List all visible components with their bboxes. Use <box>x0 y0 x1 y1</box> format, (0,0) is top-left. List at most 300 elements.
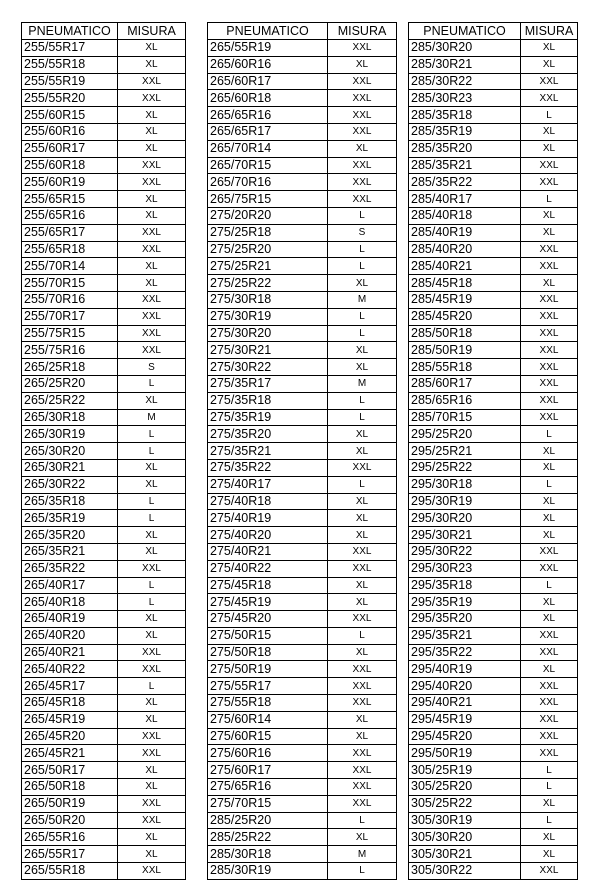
size-class-cell: L <box>521 779 578 796</box>
size-class-cell: XXL <box>521 375 578 392</box>
table-row <box>208 275 397 292</box>
tire-code-cell: 295/35R20 <box>409 611 521 628</box>
tire-size-table-1 <box>21 22 186 880</box>
tire-code-cell: 275/50R15 <box>208 627 328 644</box>
tire-code-cell: 285/65R16 <box>409 392 521 409</box>
size-class-cell: XL <box>118 543 186 560</box>
table-row <box>409 443 578 460</box>
table-row <box>409 275 578 292</box>
table-row <box>409 762 578 779</box>
size-class-cell: L <box>328 207 397 224</box>
tire-code-cell: 275/60R17 <box>208 762 328 779</box>
size-class-cell: XXL <box>521 258 578 275</box>
size-class-cell: M <box>328 375 397 392</box>
table-row <box>208 241 397 258</box>
table-row <box>208 224 397 241</box>
tire-code-cell: 275/40R19 <box>208 510 328 527</box>
size-class-cell: XL <box>118 40 186 57</box>
size-class-cell: XL <box>328 594 397 611</box>
tire-code-cell: 285/30R23 <box>409 90 521 107</box>
table-row <box>208 627 397 644</box>
tire-code-cell: 285/25R20 <box>208 812 328 829</box>
size-class-cell: XL <box>118 711 186 728</box>
tire-code-cell: 265/30R22 <box>22 476 118 493</box>
size-class-cell: XL <box>328 426 397 443</box>
table-row <box>22 140 186 157</box>
tire-code-cell: 305/30R21 <box>409 846 521 863</box>
tire-code-cell: 275/35R21 <box>208 443 328 460</box>
tire-code-cell: 265/35R20 <box>22 527 118 544</box>
size-class-cell: L <box>118 577 186 594</box>
size-class-cell: XL <box>328 275 397 292</box>
size-class-cell: L <box>521 476 578 493</box>
tire-code-cell: 305/25R22 <box>409 795 521 812</box>
tire-code-cell: 275/70R15 <box>208 795 328 812</box>
size-class-cell: L <box>521 577 578 594</box>
table-row <box>22 543 186 560</box>
table-row <box>22 510 186 527</box>
tire-code-cell: 275/45R20 <box>208 611 328 628</box>
size-class-cell: L <box>328 392 397 409</box>
table-row <box>409 140 578 157</box>
size-class-cell: XL <box>328 577 397 594</box>
size-class-cell: XXL <box>118 224 186 241</box>
table-row <box>22 207 186 224</box>
tire-code-cell: 265/45R18 <box>22 695 118 712</box>
size-class-cell: XL <box>118 207 186 224</box>
size-class-cell: XXL <box>521 241 578 258</box>
size-class-cell: S <box>328 224 397 241</box>
tire-code-cell: 285/70R15 <box>409 409 521 426</box>
table-row <box>208 644 397 661</box>
table-row <box>208 107 397 124</box>
tire-code-cell: 265/50R17 <box>22 762 118 779</box>
size-class-cell: M <box>118 409 186 426</box>
table-body <box>22 40 186 880</box>
tire-code-cell: 255/55R17 <box>22 40 118 57</box>
tire-code-cell: 265/70R15 <box>208 157 328 174</box>
tire-code-cell: 285/40R20 <box>409 241 521 258</box>
size-class-cell: M <box>328 846 397 863</box>
tire-code-cell: 265/65R17 <box>208 123 328 140</box>
size-class-cell: L <box>328 325 397 342</box>
tire-code-cell: 275/45R19 <box>208 594 328 611</box>
tire-code-cell: 275/35R20 <box>208 426 328 443</box>
tire-code-cell: 275/30R22 <box>208 359 328 376</box>
tire-code-cell: 295/30R20 <box>409 510 521 527</box>
size-class-cell: L <box>521 191 578 208</box>
tire-code-cell: 295/35R22 <box>409 644 521 661</box>
size-class-cell: XXL <box>328 174 397 191</box>
tire-code-cell: 275/45R18 <box>208 577 328 594</box>
tire-code-cell: 255/70R16 <box>22 291 118 308</box>
size-class-cell: XL <box>118 459 186 476</box>
size-class-cell: XL <box>521 40 578 57</box>
header-pneumatico: PNEUMATICO <box>409 23 521 40</box>
size-class-cell: XXL <box>521 342 578 359</box>
tire-code-cell: 285/30R22 <box>409 73 521 90</box>
table-row <box>22 426 186 443</box>
table-row <box>22 762 186 779</box>
table-row <box>208 191 397 208</box>
size-class-cell: XL <box>328 140 397 157</box>
size-class-cell: XXL <box>118 73 186 90</box>
table-row <box>208 308 397 325</box>
tire-code-cell: 275/40R21 <box>208 543 328 560</box>
tire-code-cell: 295/30R19 <box>409 493 521 510</box>
tire-code-cell: 255/55R20 <box>22 90 118 107</box>
tire-code-cell: 265/25R20 <box>22 375 118 392</box>
tire-code-cell: 265/70R14 <box>208 140 328 157</box>
size-class-cell: XXL <box>521 560 578 577</box>
size-class-cell: XXL <box>118 795 186 812</box>
tire-code-cell: 265/35R22 <box>22 560 118 577</box>
table-row <box>208 543 397 560</box>
size-class-cell: XXL <box>328 191 397 208</box>
tire-code-cell: 275/30R20 <box>208 325 328 342</box>
size-class-cell: XL <box>118 191 186 208</box>
tire-code-cell: 305/30R20 <box>409 829 521 846</box>
tire-code-cell: 285/40R18 <box>409 207 521 224</box>
table-row <box>409 863 578 880</box>
tire-code-cell: 285/35R21 <box>409 157 521 174</box>
tire-code-cell: 295/40R20 <box>409 678 521 695</box>
tire-code-cell: 265/50R18 <box>22 779 118 796</box>
table-row <box>22 258 186 275</box>
table-row <box>22 745 186 762</box>
tire-code-cell: 255/55R18 <box>22 56 118 73</box>
tire-code-cell: 255/70R17 <box>22 308 118 325</box>
size-class-cell: L <box>118 678 186 695</box>
size-class-cell: XXL <box>118 728 186 745</box>
table-row <box>409 90 578 107</box>
tire-code-cell: 265/50R19 <box>22 795 118 812</box>
size-class-cell: XXL <box>328 795 397 812</box>
table-row <box>409 325 578 342</box>
tire-code-cell: 275/60R14 <box>208 711 328 728</box>
table-row <box>409 392 578 409</box>
table-row <box>22 779 186 796</box>
size-class-cell: XL <box>328 829 397 846</box>
table-row <box>208 795 397 812</box>
size-class-cell: XXL <box>328 40 397 57</box>
tire-code-cell: 265/50R20 <box>22 812 118 829</box>
table-row <box>208 745 397 762</box>
table-row <box>409 224 578 241</box>
tire-code-cell: 275/25R21 <box>208 258 328 275</box>
size-class-cell: XL <box>521 140 578 157</box>
tire-code-cell: 265/60R17 <box>208 73 328 90</box>
size-class-cell: XXL <box>521 863 578 880</box>
tire-code-cell: 265/45R20 <box>22 728 118 745</box>
tire-code-cell: 265/70R16 <box>208 174 328 191</box>
table-row <box>22 577 186 594</box>
tire-code-cell: 285/40R21 <box>409 258 521 275</box>
table-row <box>22 846 186 863</box>
table-row <box>409 459 578 476</box>
size-class-cell: L <box>118 375 186 392</box>
size-class-cell: XXL <box>328 560 397 577</box>
tire-code-cell: 255/60R16 <box>22 123 118 140</box>
tire-code-cell: 305/25R19 <box>409 762 521 779</box>
table-row <box>22 443 186 460</box>
size-class-cell: XXL <box>521 308 578 325</box>
size-class-cell: XL <box>521 795 578 812</box>
tire-code-cell: 265/45R19 <box>22 711 118 728</box>
table-row <box>208 493 397 510</box>
size-class-cell: XL <box>328 644 397 661</box>
table-row <box>208 812 397 829</box>
size-class-cell: XXL <box>118 812 186 829</box>
size-class-cell: XXL <box>521 325 578 342</box>
tire-code-cell: 265/40R22 <box>22 661 118 678</box>
size-class-cell: XXL <box>118 308 186 325</box>
tire-code-cell: 255/65R18 <box>22 241 118 258</box>
tire-code-cell: 275/60R15 <box>208 728 328 745</box>
table-row <box>409 342 578 359</box>
tire-code-cell: 275/30R18 <box>208 291 328 308</box>
header-misura: MISURA <box>118 23 186 40</box>
size-class-cell: XXL <box>118 291 186 308</box>
table-row <box>22 560 186 577</box>
size-class-cell: L <box>521 762 578 779</box>
size-class-cell: XL <box>328 342 397 359</box>
table-row <box>208 661 397 678</box>
tire-code-cell: 285/40R19 <box>409 224 521 241</box>
table-row <box>22 73 186 90</box>
table-row <box>22 661 186 678</box>
size-class-cell: XXL <box>328 73 397 90</box>
size-class-cell: L <box>328 258 397 275</box>
table-row <box>409 174 578 191</box>
tire-code-cell: 295/25R22 <box>409 459 521 476</box>
table-body <box>208 40 397 880</box>
table-row <box>208 728 397 745</box>
tire-code-cell: 275/50R18 <box>208 644 328 661</box>
table-row <box>208 342 397 359</box>
tire-code-cell: 285/30R20 <box>409 40 521 57</box>
tire-code-cell: 265/30R18 <box>22 409 118 426</box>
tire-code-cell: 275/35R18 <box>208 392 328 409</box>
table-row <box>409 476 578 493</box>
size-class-cell: XL <box>521 594 578 611</box>
table-row <box>22 728 186 745</box>
size-class-cell: XL <box>521 829 578 846</box>
table-row <box>208 174 397 191</box>
size-class-cell: XXL <box>118 863 186 880</box>
size-class-cell: L <box>328 241 397 258</box>
tire-code-cell: 295/45R19 <box>409 711 521 728</box>
table-row <box>208 829 397 846</box>
tire-code-cell: 295/40R19 <box>409 661 521 678</box>
table-row <box>208 392 397 409</box>
tire-code-cell: 275/25R22 <box>208 275 328 292</box>
tire-code-cell: 285/30R19 <box>208 863 328 880</box>
tire-code-cell: 255/65R17 <box>22 224 118 241</box>
size-class-cell: XL <box>118 611 186 628</box>
size-class-cell: XXL <box>118 342 186 359</box>
tire-code-cell: 255/60R17 <box>22 140 118 157</box>
table-row <box>208 123 397 140</box>
table-row <box>22 308 186 325</box>
table-row <box>409 661 578 678</box>
tire-code-cell: 295/45R20 <box>409 728 521 745</box>
size-class-cell: XXL <box>521 157 578 174</box>
table-row <box>22 174 186 191</box>
table-row <box>22 795 186 812</box>
size-class-cell: XL <box>521 443 578 460</box>
size-class-cell: XXL <box>521 359 578 376</box>
tire-code-cell: 255/75R16 <box>22 342 118 359</box>
tire-code-cell: 265/55R18 <box>22 863 118 880</box>
size-class-cell: L <box>118 594 186 611</box>
size-class-cell: XL <box>521 207 578 224</box>
size-class-cell: XL <box>521 510 578 527</box>
table-row <box>22 627 186 644</box>
table-row <box>22 695 186 712</box>
size-class-cell: XL <box>118 762 186 779</box>
tire-code-cell: 305/25R20 <box>409 779 521 796</box>
tire-code-cell: 275/35R19 <box>208 409 328 426</box>
table-row <box>409 779 578 796</box>
tire-code-cell: 265/25R18 <box>22 359 118 376</box>
size-class-cell: XL <box>118 779 186 796</box>
table-header-row <box>409 23 578 40</box>
size-class-cell: XL <box>328 527 397 544</box>
size-class-cell: XXL <box>118 745 186 762</box>
size-class-cell: XXL <box>521 644 578 661</box>
size-class-cell: XXL <box>521 543 578 560</box>
table-row <box>208 678 397 695</box>
table-row <box>208 291 397 308</box>
tire-code-cell: 265/40R21 <box>22 644 118 661</box>
table-row <box>409 241 578 258</box>
size-class-cell: XXL <box>521 711 578 728</box>
tire-code-cell: 285/30R21 <box>409 56 521 73</box>
tire-code-cell: 285/35R22 <box>409 174 521 191</box>
table-row <box>409 829 578 846</box>
tire-code-cell: 295/30R22 <box>409 543 521 560</box>
table-row <box>409 409 578 426</box>
size-class-cell: L <box>328 627 397 644</box>
size-class-cell: XL <box>521 275 578 292</box>
size-class-cell: XL <box>118 56 186 73</box>
size-class-cell: XXL <box>521 73 578 90</box>
tire-code-cell: 275/65R16 <box>208 779 328 796</box>
size-class-cell: XL <box>521 123 578 140</box>
table-header-row <box>22 23 186 40</box>
table-row <box>409 493 578 510</box>
size-class-cell: XXL <box>521 728 578 745</box>
table-row <box>208 359 397 376</box>
table-row <box>22 611 186 628</box>
tire-code-cell: 285/45R20 <box>409 308 521 325</box>
size-class-cell: L <box>328 812 397 829</box>
size-class-cell: L <box>328 409 397 426</box>
tire-code-cell: 305/30R19 <box>409 812 521 829</box>
table-row <box>22 191 186 208</box>
table-row <box>409 107 578 124</box>
table-row <box>208 510 397 527</box>
tire-code-cell: 285/55R18 <box>409 359 521 376</box>
table-row <box>409 611 578 628</box>
table-row <box>22 275 186 292</box>
size-class-cell: XXL <box>521 409 578 426</box>
table-row <box>208 140 397 157</box>
table-row <box>208 594 397 611</box>
table-row <box>22 493 186 510</box>
size-class-cell: XL <box>118 695 186 712</box>
size-class-cell: XL <box>328 56 397 73</box>
size-class-cell: XL <box>118 258 186 275</box>
tire-code-cell: 265/30R19 <box>22 426 118 443</box>
tire-code-cell: 255/65R16 <box>22 207 118 224</box>
size-class-cell: XXL <box>328 90 397 107</box>
table-header-row <box>208 23 397 40</box>
size-class-cell: XXL <box>328 157 397 174</box>
tire-code-cell: 285/45R18 <box>409 275 521 292</box>
table-row <box>22 359 186 376</box>
table-row <box>208 73 397 90</box>
table-row <box>22 863 186 880</box>
tire-size-table-2 <box>207 22 397 880</box>
table-row <box>409 359 578 376</box>
tire-code-cell: 265/35R21 <box>22 543 118 560</box>
size-class-cell: XL <box>118 107 186 124</box>
table-row <box>208 443 397 460</box>
size-class-cell: XL <box>118 275 186 292</box>
table-row <box>409 258 578 275</box>
tire-code-cell: 275/40R18 <box>208 493 328 510</box>
tire-code-cell: 275/25R18 <box>208 224 328 241</box>
tire-code-cell: 275/35R17 <box>208 375 328 392</box>
size-class-cell: XL <box>521 459 578 476</box>
tire-code-cell: 265/55R16 <box>22 829 118 846</box>
size-class-cell: XXL <box>521 291 578 308</box>
tire-code-cell: 255/60R18 <box>22 157 118 174</box>
table-row <box>208 258 397 275</box>
table-row <box>208 711 397 728</box>
size-class-cell: XXL <box>328 459 397 476</box>
size-class-cell: XL <box>118 392 186 409</box>
size-class-cell: XL <box>118 846 186 863</box>
size-class-cell: XXL <box>521 627 578 644</box>
table-row <box>409 426 578 443</box>
table-row <box>22 56 186 73</box>
tire-code-cell: 255/60R19 <box>22 174 118 191</box>
table-row <box>208 695 397 712</box>
table-row <box>409 745 578 762</box>
size-class-cell: XL <box>328 359 397 376</box>
table-row <box>409 846 578 863</box>
size-class-cell: XXL <box>328 543 397 560</box>
table-row <box>208 577 397 594</box>
tire-code-cell: 295/40R21 <box>409 695 521 712</box>
size-class-cell: XL <box>118 140 186 157</box>
tire-code-cell: 285/60R17 <box>409 375 521 392</box>
size-class-cell: L <box>328 863 397 880</box>
table-row <box>208 40 397 57</box>
tire-code-cell: 255/75R15 <box>22 325 118 342</box>
table-row <box>409 40 578 57</box>
size-class-cell: L <box>328 476 397 493</box>
size-class-cell: XXL <box>118 157 186 174</box>
table-row <box>208 762 397 779</box>
size-class-cell: XL <box>521 527 578 544</box>
table-row <box>22 409 186 426</box>
tire-code-cell: 255/65R15 <box>22 191 118 208</box>
size-class-cell: XXL <box>521 90 578 107</box>
